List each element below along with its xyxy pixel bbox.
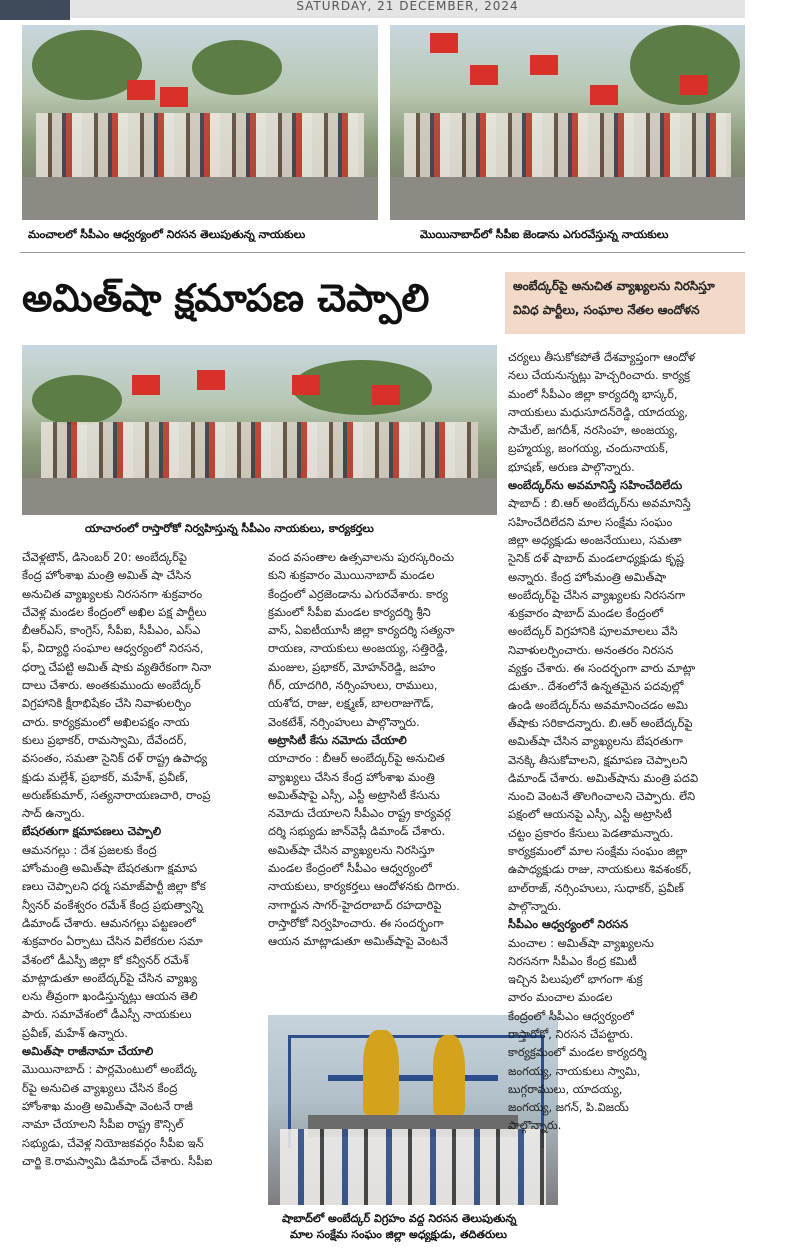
article-column-2 bbox=[268, 548, 500, 951]
photo-caption-moinabad: మొయినాబాద్‌లో సీపీఐ జెండాను ఎగురవేస్తున్న నాయకులు bbox=[420, 228, 669, 241]
text-line: డిమాండ్ చేశారు. ఆమనగల్లు పట్టణంలో bbox=[22, 915, 196, 930]
text-line: చట్టం ప్రకారం కేసులు పెడతామన్నారు. bbox=[508, 825, 674, 840]
statue-figure bbox=[363, 1030, 399, 1115]
text-line: ఉండి అంబేద్కర్‌ను అవమానించడం అమి bbox=[508, 697, 688, 712]
text-line: పక్షంలో ఆయనపై ఎస్సీ, ఎస్టీ అట్రాసిటీ bbox=[508, 807, 672, 822]
text-line: చర్యలు తీసుకోకపోతే దేశవ్యాప్తంగా ఆందోళ bbox=[508, 350, 696, 364]
text-line: శుక్రవారం షాబాద్ మండల కేంద్రంలో bbox=[508, 606, 664, 621]
text-line: చార్జి కె.రామస్వామి డిమాండ్ చేశారు. సీపీఐ bbox=[22, 1153, 213, 1168]
text-line: అమిత్‌షా చేసిన వ్యాఖ్యలను నిరసిస్తూ bbox=[268, 842, 435, 857]
text-line: ణలు చెప్పాలని ధర్మ సమాజ్‌పార్టీ జిల్లా కోక bbox=[22, 879, 206, 894]
text-line: క్షుడు మల్లేశ్, ప్రభాకర్, మహేశ్, ప్రవీణ్, bbox=[22, 769, 189, 784]
text-line: జిల్లా అధ్యక్షుడు అంజనేయులు, సమతా bbox=[508, 532, 682, 547]
text-line: నలు చేయనున్నట్లు హెచ్చరించారు. కార్యక్ర bbox=[508, 368, 690, 383]
masthead-strip bbox=[0, 0, 800, 20]
text-line: పారు. సమావేశంలో డీఎస్పీ నాయకులు bbox=[22, 1007, 192, 1022]
text-line: న్వీనర్ వంకేశ్వరం రమేశ్ కేంద్ర ప్రభుత్వాన్ని bbox=[22, 897, 203, 912]
text-line: మొయినాబాద్ : పార్లమెంటులో అంబేద్క bbox=[22, 1062, 198, 1077]
kicker-box bbox=[505, 272, 745, 334]
photo-manchala bbox=[22, 25, 378, 220]
text-line: బుగ్గరాములు, యాదయ్య, bbox=[508, 1081, 623, 1096]
text-line: వేశంలో డీఎస్పీ జిల్లా కో కన్వీనర్ రమేశ్ bbox=[22, 952, 189, 967]
text-line: బ్రహ్మయ్య, జంగయ్య, చందునాయక్, bbox=[508, 441, 669, 456]
subheading: అమిత్‌షా రాజీనామా చేయాలి bbox=[22, 1044, 154, 1059]
article-column-1 bbox=[22, 548, 260, 1170]
text-line: అంబేద్కర్ విగ్రహానికి పూలమాలలు వేసి bbox=[508, 624, 678, 639]
text-line: షాబాద్ : బి.ఆర్ అంబేద్కర్‌ను అవమానిస్తే bbox=[508, 496, 691, 511]
photo-caption-yacharam: యాచారంలో రాస్తారోకో నిర్వహిస్తున్న సీపీఎం నాయకులు, కార్యకర్తలు bbox=[85, 522, 374, 535]
text-line: సహించేదిలేదని మాల సంక్షేమ సంఘం bbox=[508, 514, 673, 529]
text-line: త్‌షాకు సరికాదన్నారు. బి.ఆర్ అంబేద్కర్‌పై bbox=[508, 715, 693, 730]
text-line: అరుణ్‌కుమార్, సత్యనారాయణచారి, రాంప్ర bbox=[22, 787, 211, 802]
text-line: నుంచి వెంటనే తొలగించాలని చెప్పారు. లేని bbox=[508, 789, 696, 804]
text-line: యశోద, రాజు, లక్ష్మణ్, బాలరాజుగౌడ్, bbox=[268, 696, 434, 711]
photo-caption-manchala: మంచాలలో సీపీఎం ఆధ్వర్యంలో నిరసన తెలుపుతున్న నాయకులు bbox=[28, 228, 306, 241]
text-line: ఆయన మాట్లాడుతూ అమిత్‌షాపై వెంటనే bbox=[268, 934, 448, 949]
kicker-line-2: వివిధ పార్టీలు, సంఘాల నేతల ఆందోళన bbox=[513, 303, 700, 317]
article-column-3 bbox=[508, 348, 748, 1135]
text-line: మంలో సీపీఎం జిల్లా కార్యదర్శి భాస్కర్, bbox=[508, 386, 678, 401]
text-line: సామేల్, జగదీశ్, నరసింహ, అంజయ్య, bbox=[508, 423, 678, 438]
text-line: ఆమనగల్లు : దేశ ప్రజలకు కేంద్ర bbox=[22, 842, 157, 857]
text-line: నాగార్జున సాగర్-హైదరాబాద్ రహదారిపై bbox=[268, 897, 442, 912]
photo-moinabad bbox=[390, 25, 745, 220]
photo-caption-shabad-2: మాల సంక్షేమ సంఘం జిల్లా అధ్యక్షుడు, తదితరులు bbox=[290, 1228, 507, 1241]
text-line: జంగయ్య, జగన్, పి.విజయ్ bbox=[508, 1100, 629, 1115]
text-line: కార్యక్రమంలో మాల సంక్షేమ సంఘం జిల్లా bbox=[508, 844, 688, 859]
text-line: వ్యక్తం చేశారు. ఈ సందర్భంగా వారు మాట్లా bbox=[508, 661, 696, 676]
text-line: కుని శుక్రవారం మొయినాబాద్ మండల bbox=[268, 568, 435, 583]
subheading: సీపీఎం ఆధ్వర్యంలో నిరసన bbox=[508, 917, 629, 932]
text-line: ధర్నా చేపట్టి అమిత్ షాకు వ్యతిరేకంగా నినా bbox=[22, 659, 212, 674]
kicker-line-1: అంబేద్కర్‌పై అనుచిత వ్యాఖ్యలను నిరసిస్తూ bbox=[513, 279, 715, 293]
headline: అమిత్‌షా క్షమాపణ చెప్పాలి bbox=[22, 276, 430, 320]
text-line: విగ్రహానికి క్షీరాభిషేకం చేసి నివాళులర్పిం bbox=[22, 696, 192, 711]
text-line: బాల్‌రాజ్, నర్సింహులు, సుధాకర్, ప్రవీణ్ bbox=[508, 880, 684, 895]
text-line: నాయకులు మధుసూదన్‌రెడ్డి, యాదయ్య, bbox=[508, 404, 688, 419]
text-line: చేవెళ్ల మండల కేంద్రంలో అఖిల పక్ష పార్టీలు bbox=[22, 604, 207, 619]
subheading: బేషరతుగా క్షమాపణలు చెప్పాలి bbox=[22, 824, 162, 839]
text-line: డిమాండ్ చేశారు. అమిత్‌షాను మంత్రి పదవి bbox=[508, 770, 699, 785]
text-line: మంచాల : అమిత్‌షా వ్యాఖ్యలను bbox=[508, 935, 654, 950]
text-line: సైనిక్ దళ్ షాబాద్ మండలాధ్యక్షుడు కృష్ణ bbox=[508, 551, 685, 566]
statue-figure bbox=[433, 1035, 465, 1115]
text-line: ఇచ్చిన పిలుపులో భాగంగా శుక్ర bbox=[508, 972, 643, 987]
text-line: సాద్ ఉన్నారు. bbox=[22, 806, 85, 821]
text-line: కార్యక్రమంలో మండల కార్యదర్శి bbox=[508, 1045, 647, 1060]
text-line: క్రమంలో సీపీఐ మండల కార్యదర్శి శ్రీని bbox=[268, 604, 431, 619]
text-line: బీఆర్ఎస్, కాంగ్రెస్, సీపీఐ, సీపీఎం, ఎస్ఎ bbox=[22, 623, 201, 638]
text-line: చేవెళ్లటౌన్, డిసెంబర్ 20: అంబేద్కర్‌పై bbox=[22, 550, 187, 564]
text-line: దర్శి సభ్యుడు జాన్‌వెస్లీ డిమాండ్ చేశారు. bbox=[268, 824, 446, 839]
text-line: దాలు చేశారు. అంతకుముందు అంబేద్కర్ bbox=[22, 678, 201, 693]
text-line: శుక్రవారం ఏర్పాటు చేసిన విలేకరుల సమా bbox=[22, 934, 203, 949]
text-line: భూషణ్, అరుణ పాల్గొన్నారు. bbox=[508, 459, 635, 474]
masthead-date: SATURDAY, 21 DECEMBER, 2024 bbox=[70, 0, 745, 18]
text-line: హోంశాఖ మంత్రి అమిత్‌షా వెంటనే రాజీ bbox=[22, 1098, 193, 1113]
text-line: డుతూ.. దేశంలోనే ఉన్నతమైన పదవుల్లో bbox=[508, 679, 684, 694]
text-line: నాయకులు, కార్యకర్తలు ఆందోళనకు దిగారు. bbox=[268, 879, 460, 894]
text-line: చారు. కార్యక్రమంలో అఖిలపక్షం నాయ bbox=[22, 714, 190, 729]
text-line: అమిత్‌షా చేసిన వ్యాఖ్యలను బేషరతుగా bbox=[508, 734, 683, 749]
text-line: వసంతం, సమతా సైనిక్ దళ్ రాష్ట్ర ఉపాధ్య bbox=[22, 751, 208, 766]
text-line: జంగయ్య, నాయకులు స్వామి, bbox=[508, 1063, 641, 1078]
text-line: కేంద్రంలో ఎర్రజెండాను ఎగురవేశారు. కార్య bbox=[268, 586, 449, 601]
text-line: యాచారం : బీఆర్ అంబేద్కర్‌పై అనుచిత bbox=[268, 751, 445, 766]
text-line: లను తీవ్రంగా ఖండిస్తున్నట్లు ఆయన తెలి bbox=[22, 989, 198, 1004]
text-line: వెంకటేశ్, నర్సింహులు పాల్గొన్నారు. bbox=[268, 714, 420, 729]
text-line: పాల్గొన్నారు. bbox=[508, 1118, 562, 1133]
text-line: కేంద్రంలో సీపీఎం ఆధ్వర్యంలో bbox=[508, 1008, 634, 1023]
divider bbox=[20, 252, 745, 253]
text-line: గీర్, యాదగిరి, నర్సింహులు, రాములు, bbox=[268, 678, 438, 693]
text-line: వంద వసంతాల ఉత్సవాలను పురస్కరించు bbox=[268, 550, 455, 564]
text-line: ఫ్, విద్యార్థి సంఘాల ఆధ్వర్యంలో నిరసన, bbox=[22, 641, 204, 656]
text-line: కులు ప్రభాకర్, రామస్వామి, దేవేందర్, bbox=[22, 732, 187, 747]
text-line: మండల కేంద్రంలో సీపీఎం ఆధ్వర్యంలో bbox=[268, 861, 432, 876]
subheading: అట్రాసిటీ కేసు నమోదు చేయాలి bbox=[268, 732, 407, 747]
masthead-tab bbox=[0, 0, 70, 20]
text-line: వ్యాఖ్యలు చేసిన కేంద్ర హోంశాఖ మంత్రి bbox=[268, 769, 435, 784]
text-line: మంజుల, ప్రభాకర్, మోహన్‌రెడ్డి, జహం bbox=[268, 659, 436, 674]
text-line: అమిత్‌షాపై ఎస్సీ, ఎస్టీ అట్రాసిటీ కేసును bbox=[268, 787, 440, 802]
text-line: కేంద్ర హోంశాఖ మంత్రి అమిత్ షా చేసిన bbox=[22, 568, 192, 583]
photo-caption-shabad-1: షాబాద్‌లో అంబేద్కర్ విగ్రహం వద్ద నిరసన తెలుపుతున్న bbox=[282, 1212, 517, 1225]
text-line: రాస్తారోకో, నిరసన చేపట్టారు. bbox=[508, 1026, 634, 1041]
subheading: అంబేద్కర్‌ను అవమానిస్తే సహించేదిలేదు bbox=[508, 478, 683, 493]
text-line: మాట్లాడుతూ అంబేద్కర్‌పై చేసిన వ్యాఖ్య bbox=[22, 970, 198, 985]
text-line: రాయణ, నాయకులు అంజయ్య, సత్తిరెడ్డి, bbox=[268, 641, 448, 656]
text-line: వాస్, ఏఐటీయూసీ జిల్లా కార్యదర్శి సత్యనా bbox=[268, 623, 455, 638]
text-line: నిరసనగా సీపీఎం కేంద్ర కమిటీ bbox=[508, 953, 637, 968]
text-line: వారం మంచాల మండల bbox=[508, 990, 613, 1005]
text-line: అంబేద్కర్‌పై చేసిన వ్యాఖ్యలకు నిరసనగా bbox=[508, 587, 686, 602]
text-line: హోంమంత్రి అమిత్‌షా బేషరతుగా క్షమాప bbox=[22, 861, 198, 876]
text-line: అనుచిత వ్యాఖ్యలకు నిరసనగా శుక్రవారం bbox=[22, 586, 203, 601]
text-line: రాస్తారోకో నిర్వహించారు. ఈ సందర్భంగా bbox=[268, 915, 444, 930]
text-line: ఉపాధ్యక్షుడు రాజు, నాయకులు శివశంకర్, bbox=[508, 862, 692, 877]
photo-yacharam bbox=[22, 345, 497, 515]
text-line: నామా చేయాలని సీపీఐ రాష్ట్ర కౌన్సిల్ bbox=[22, 1117, 184, 1132]
text-line: నమోదు చేయాలని సీపీఎం రాష్ట్ర కార్యవర్గ bbox=[268, 806, 451, 821]
text-line: ర్‌పై అనుచిత వ్యాఖ్యలు చేసిన కేంద్ర bbox=[22, 1080, 178, 1095]
text-line: పాల్గొన్నారు. bbox=[508, 898, 562, 913]
text-line: నివాళులర్పించారు. అనంతరం నిరసన bbox=[508, 642, 674, 657]
text-line: సభ్యుడు, చేవెళ్ల నియోజకవర్గం సీపీఐ ఇన్ bbox=[22, 1135, 204, 1150]
text-line: వెనక్కి తీసుకోవాలని, క్షమాపణ చెప్పాలని bbox=[508, 752, 688, 767]
text-line: ప్రవీణ్, మహేశ్ ఉన్నారు. bbox=[22, 1025, 128, 1040]
text-line: అన్నారు. కేంద్ర హోంమంత్రి అమిత్‌షా bbox=[508, 569, 667, 584]
